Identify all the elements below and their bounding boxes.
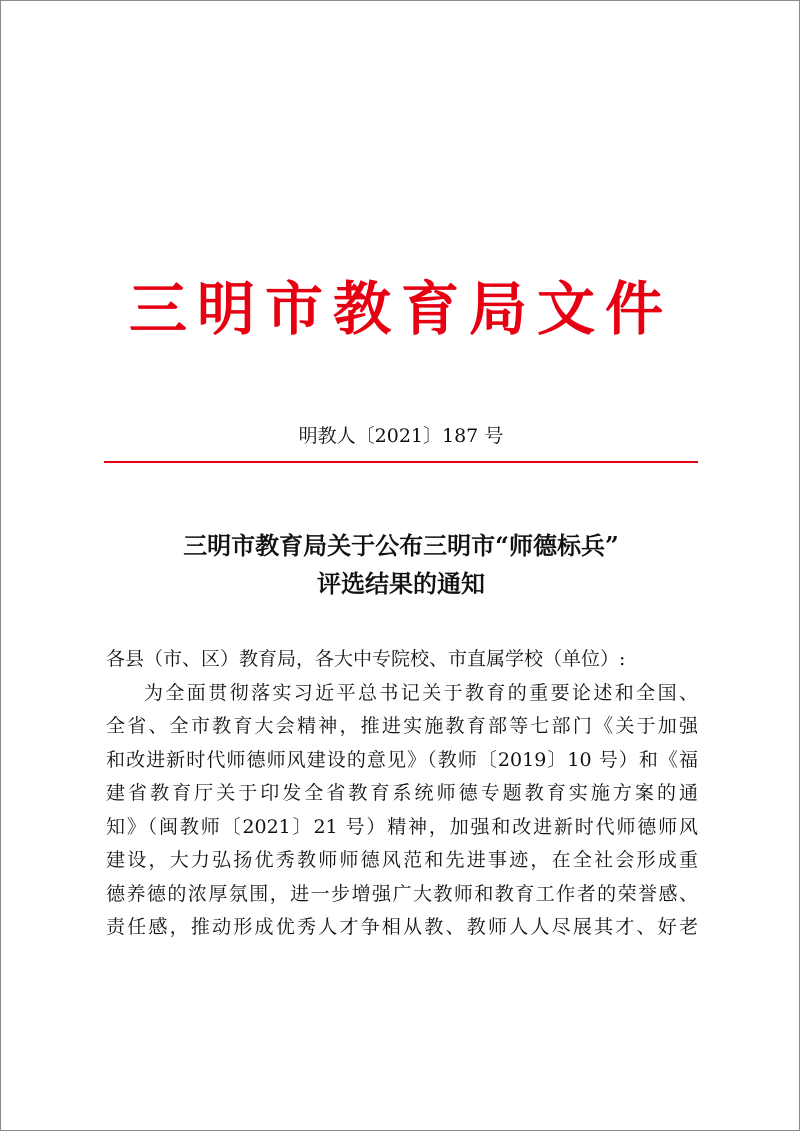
document-number: 明教人〔2021〕187 号 — [298, 425, 504, 447]
title-line: 评选结果的通知 — [317, 569, 485, 598]
body-line: 知》（闽教师〔2021〕21 号）精神，加强和改进新时代师德师风 — [106, 815, 698, 838]
body-line: 建设，大力弘扬优秀教师师德风范和先进事迹，在全社会形成重 — [106, 849, 698, 871]
body-line: 和改进新时代师德师风建设的意见》（教师〔2019〕10 号）和《福 — [106, 748, 698, 771]
body-line: 责任感，推动形成优秀人才争相从教、教师人人尽展其才、好老 — [106, 916, 698, 938]
body-line: 为全面贯彻落实习近平总书记关于教育的重要论述和全国、 — [144, 681, 698, 704]
addressee-line: 各县（市、区）教育局，各大中专院校、市直属学校（单位）: — [106, 648, 626, 670]
red-divider-line — [104, 461, 698, 463]
body-line: 建省教育厅关于印发全省教育系统师德专题教育实施方案的通 — [106, 782, 698, 804]
document-title — [101, 527, 701, 603]
document-masthead: 三明市教育局文件 — [128, 275, 673, 343]
title-line: 三明市教育局关于公布三明市“师德标兵” — [183, 531, 619, 560]
body-line: 全省、全市教育大会精神，推进实施教育部等七部门《关于加强 — [106, 715, 698, 737]
body-line: 德养德的浓厚氛围，进一步增强广大教师和教育工作者的荣誉感、 — [106, 882, 698, 905]
document-body — [106, 643, 698, 945]
